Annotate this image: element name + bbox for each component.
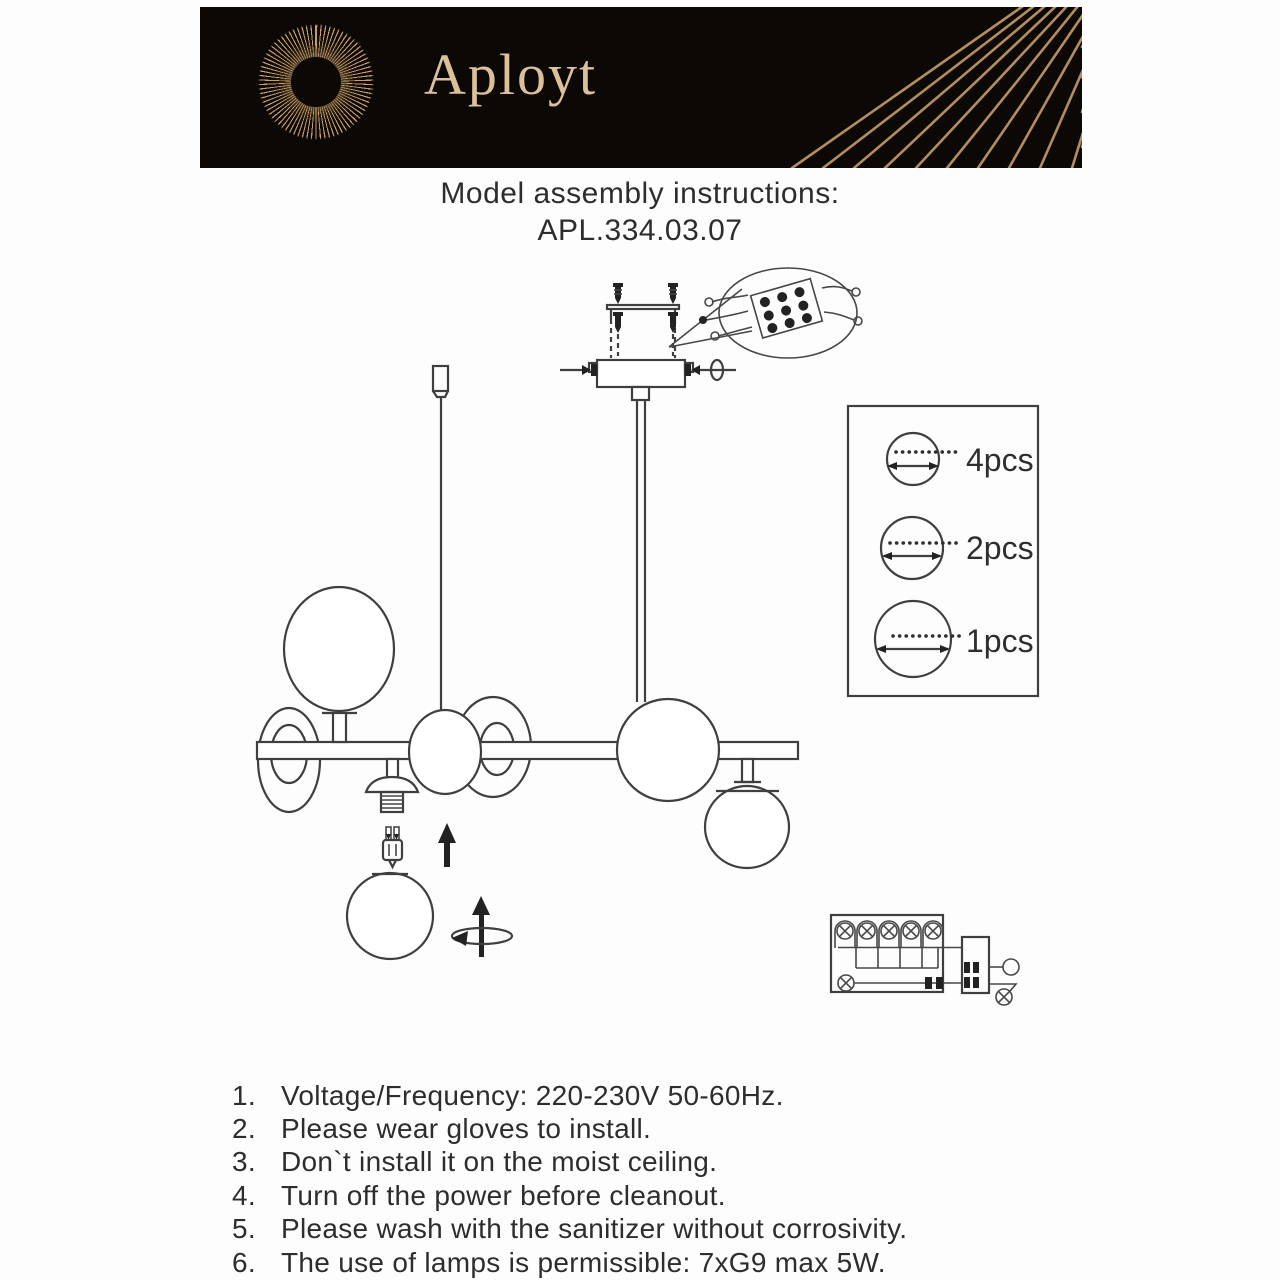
mounting-screw-icon	[668, 283, 678, 304]
brand-wordmark: Aployt	[424, 42, 598, 107]
terminal-block-detail-bubble	[669, 268, 862, 358]
parts-legend	[848, 406, 1038, 696]
lamp-symbol	[838, 975, 854, 991]
instruction-number: 3.	[232, 1146, 256, 1178]
legend-item-small-sphere	[887, 433, 1034, 485]
ceiling-canopy	[560, 360, 736, 400]
lamp-symbol	[923, 921, 943, 948]
terminal-block-sketch	[751, 279, 823, 338]
side-screw-arrow-left	[560, 364, 597, 376]
lamp-symbol	[879, 921, 899, 948]
suspension-rod	[637, 400, 645, 702]
lamp-symbol	[857, 921, 877, 948]
qty-label-1pcs: 1pcs	[966, 623, 1034, 659]
legend-item-medium-sphere	[881, 517, 1034, 579]
mounting-screw-icon	[613, 283, 623, 304]
sphere-shade-top-left	[284, 587, 394, 742]
instruction-number: 4.	[232, 1179, 256, 1211]
instruction-text: Please wash with the sanitizer without corrosivity.	[281, 1213, 908, 1245]
instruction-item	[232, 1146, 1112, 1179]
twist-arrow-up	[452, 896, 512, 957]
sphere-shade-center	[409, 710, 481, 794]
page-title: Model assembly instructions:	[440, 177, 840, 210]
instruction-item	[232, 1213, 1112, 1246]
sphere-shade-right	[617, 699, 719, 801]
terminal-block-symbol	[962, 937, 989, 993]
suspension-wire	[433, 366, 448, 712]
instruction-number: 6.	[232, 1246, 256, 1278]
instruction-item	[232, 1179, 1112, 1212]
sphere-shade-detail	[347, 873, 433, 959]
instruction-item	[232, 1246, 1112, 1279]
lamp-symbol	[901, 921, 921, 948]
wiring-diagram	[831, 915, 1019, 1005]
qty-label-2pcs: 2pcs	[966, 530, 1034, 566]
g9-bulb-icon	[383, 827, 402, 867]
instruction-number: 1.	[232, 1079, 256, 1111]
arm-sphere-bottom-right	[705, 759, 789, 868]
instructions-list	[232, 1079, 1112, 1279]
instruction-text: Turn off the power before cleanout.	[281, 1179, 726, 1211]
ceiling-bracket	[607, 283, 679, 358]
qty-label-4pcs: 4pcs	[966, 442, 1034, 478]
instruction-item	[232, 1112, 1112, 1145]
instruction-number: 5.	[232, 1213, 256, 1245]
insert-arrow-up	[438, 823, 456, 867]
lamp-symbol	[996, 989, 1012, 1005]
instruction-item	[232, 1079, 1112, 1112]
model-number: APL.334.03.07	[537, 214, 743, 247]
instruction-text: Don`t install it on the moist ceiling.	[281, 1146, 718, 1178]
instruction-text: The use of lamps is permissible: 7xG9 max 5W.	[281, 1246, 886, 1278]
instruction-text: Please wear gloves to install.	[281, 1113, 652, 1145]
legend-item-large-sphere	[875, 601, 1034, 677]
mounting-screw-icon	[668, 312, 678, 356]
instruction-number: 2.	[232, 1113, 256, 1145]
lamp-symbol	[835, 921, 855, 948]
instruction-text: Voltage/Frequency: 220-230V 50-60Hz.	[281, 1079, 784, 1111]
mounting-screw-icon	[613, 312, 623, 356]
